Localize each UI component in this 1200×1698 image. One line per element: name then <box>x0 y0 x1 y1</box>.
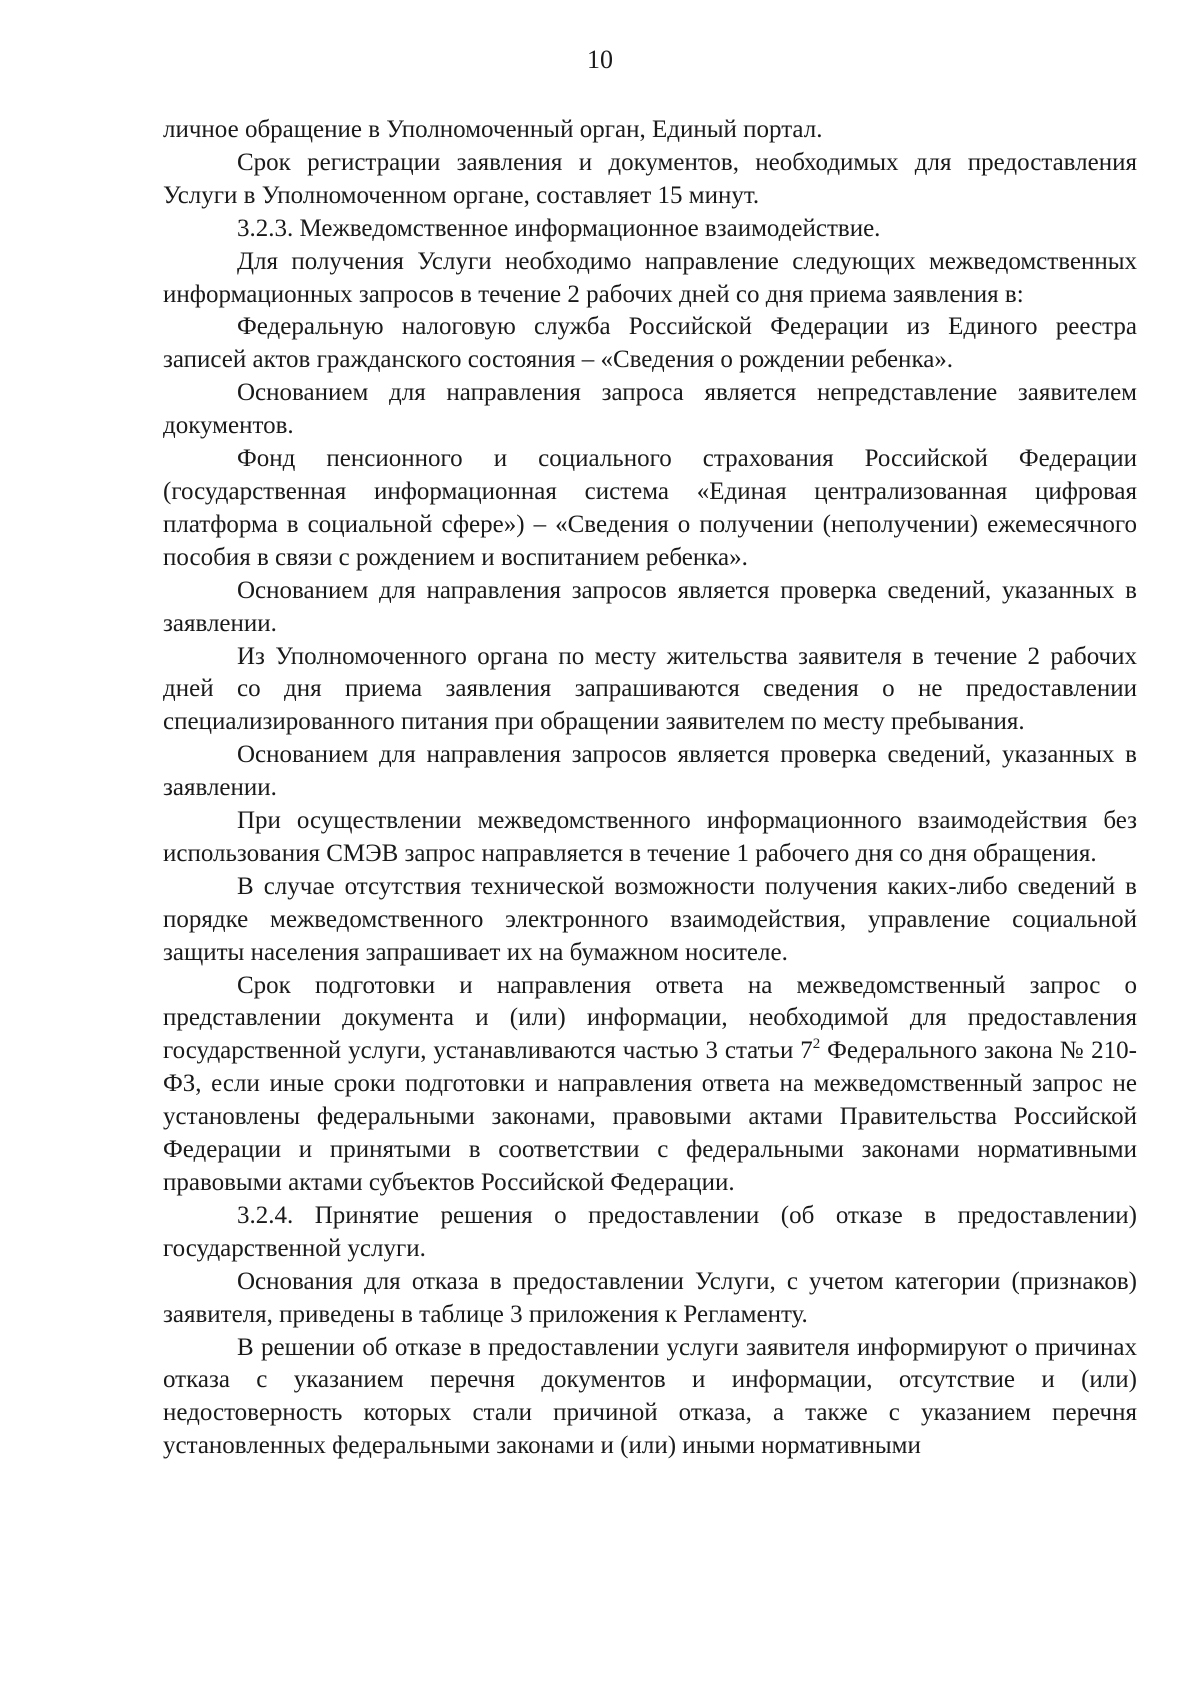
body-text <box>163 114 1137 1463</box>
paragraph-16: В решении об отказе в предоставлении услуги заявителя информируют о причинах отказа с указанием перечня документов и информации, отсутствие и (или) недостоверность которых стали причиной отказа, а также с указанием перечня установленных федеральными законами и (или) иными нормативными <box>163 1333 1137 1460</box>
paragraph-5: Федеральную налоговую служба Российской Федерации из Единого реестра записей актов гражданского состояния – «Сведения о рождении ребенка». <box>163 313 1137 374</box>
paragraph-11: При осуществлении межведомственного информационного взаимодействия без использования СМЭВ запрос направляется в течение 1 рабочего дня со дня обращения. <box>163 807 1137 867</box>
section-heading-3-2-4: 3.2.4. Принятие решения о предоставлении (об отказе в предоставлении) государственной услуги. <box>163 1201 1137 1262</box>
paragraph-12: В случае отсутствия технической возможности получения каких-либо сведений в порядке межведомственного электронного взаимодействия, управление социальной защиты населения запрашивает их на бумажном носителе. <box>163 872 1137 966</box>
paragraph-13-text-before: Срок подготовки и направления ответа на межведомственный запрос о представлении документа и (или) информации, необходимой для предоставления государственной услуги, устанавливаются частью 3 статьи 7 <box>163 971 1137 1065</box>
page-number: 10 <box>587 45 613 74</box>
paragraph-1: личное обращение в Уполномоченный орган, Единый портал. <box>163 116 823 143</box>
paragraph-4: Для получения Услуги необходимо направление следующих межведомственных информационных запросов в течение 2 рабочих дней со дня приема заявления в: <box>163 247 1137 308</box>
paragraph-8: Основанием для направления запросов является проверка сведений, указанных в заявлении. <box>163 576 1137 637</box>
superscript: 2 <box>812 1036 821 1053</box>
paragraph-9: Из Уполномоченного органа по месту жительства заявителя в течение 2 рабочих дней со дня приема заявления запрашиваются сведения о не предоставлении специализированного питания при обращении заявителем по месту пребывания. <box>163 642 1137 736</box>
paragraph-6: Основанием для направления запроса является непредставление заявителем документов. <box>163 379 1137 440</box>
section-heading-3-2-3: 3.2.3. Межведомственное информационное взаимодействие. <box>237 214 881 242</box>
paragraph-13 <box>163 970 1137 1200</box>
paragraph-10: Основанием для направления запросов является проверка сведений, указанных в заявлении. <box>163 741 1137 802</box>
paragraph-13-text-after: Федерального закона № 210-ФЗ, если иные сроки подготовки и направления ответа на межведомственный запрос не установлены федеральными законами, правовыми актами Правительства Российской Федерации и принятыми в соответствии с федеральными законами нормативными правовыми актами субъектов Российской Федерации. <box>163 1037 1137 1196</box>
paragraph-15: Основания для отказа в предоставлении Услуги, с учетом категории (признаков) заявителя, приведены в таблице 3 приложения к Регламенту. <box>163 1267 1137 1328</box>
paragraph-2: Срок регистрации заявления и документов, необходимых для предоставления Услуги в Уполномоченном органе, составляет 15 минут. <box>163 148 1137 209</box>
paragraph-7: Фонд пенсионного и социального страхования Российской Федерации (государственная информационная система «Единая централизованная цифровая платформа в социальной сфере») – «Сведения о получении (неполучении) ежемесячного пособия в связи с рождением и воспитанием ребенка». <box>163 445 1137 571</box>
